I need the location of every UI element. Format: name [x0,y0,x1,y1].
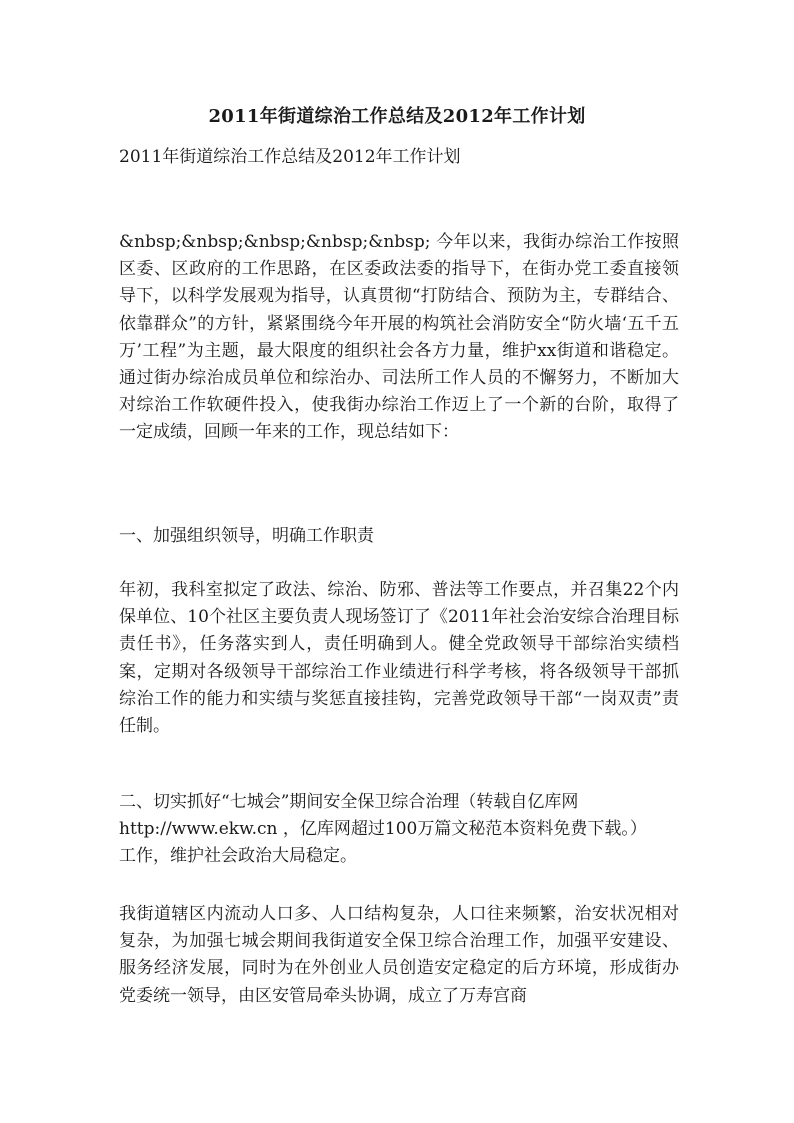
section-2-heading [119,789,679,871]
document-title: 2011年街道综治工作总结及2012年工作计划 [208,106,586,127]
intro-paragraph: &nbsp;&nbsp;&nbsp;&nbsp;&nbsp; 今年以来，我街办综治工作按照区委、区政府的工作思路，在区委政法委的指导下，在街办党工委直接领导下，以科学发展观为指导，认真贯彻“打防结合、预防为主，专群结合、依靠群众”的方针，紧紧围绕今年开展的构筑社会消防安全“防火墙‘五千五万’工程”为主题，最大限度的组织社会各方力量，维护xx街道和谐稳定。通过街办综治成员单位和综治办、司法所工作人员的不懈努力，不断加大对综治工作软硬件投入，使我街办综治工作迈上了一个新的台阶，取得了一定成绩，回顾一年来的工作，现总结如下： [119,232,679,443]
section-2-heading-line-1: 二、切实抓好“七城会”期间安全保卫综合治理（转载自亿库网 [119,792,579,812]
section-1-paragraph: 年初，我科室拟定了政法、综治、防邪、普法等工作要点，并召集22个内保单位、10个社区主要负责人现场签订了《2011年社会治安综合治理目标责任书》，任务落实到人，责任明确到人。健全党政领导干部综治实绩档案，定期对各级领导干部综治工作业绩进行科学考核，将各级领导干部抓综治工作的能力和实绩与奖惩直接挂钩，完善党政领导干部“一岗双责”责任制。 [119,580,679,737]
section-2-heading-line-2: http://www.ekw.cn ，亿库网超过100万篇文秘范本资料免费下载。） [119,819,647,840]
section-1-heading: 一、加强组织领导，明确工作职责 [119,526,374,546]
document-subtitle: 2011年街道综治工作总结及2012年工作计划 [119,147,461,167]
section-2-heading-line-3: 工作，维护社会政治大局稳定。 [119,846,357,867]
section-2-paragraph: 我街道辖区内流动人口多、人口结构复杂，人口往来频繁，治安状况相对复杂，为加强七城会期间我街道安全保卫综合治理工作，加强平安建设、服务经济发展，同时为在外创业人员创造安定稳定的后方环境，形成街办党委统一领导，由区安管局牵头协调，成立了万寿宫商 [119,904,679,1006]
